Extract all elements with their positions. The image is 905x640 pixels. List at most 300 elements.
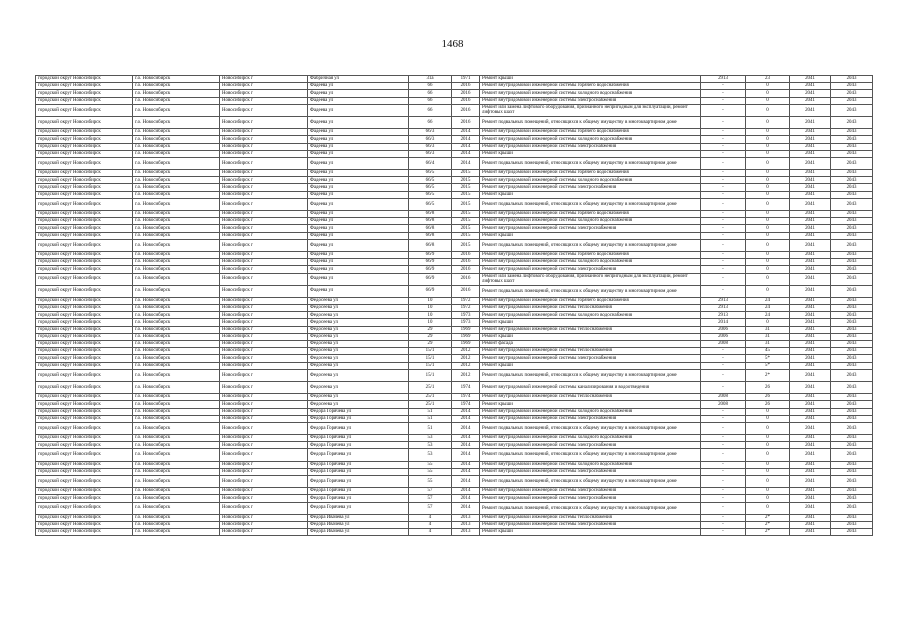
year-cell: 1971 xyxy=(452,76,480,83)
work-type-cell: Ремонт внутридомовой инженерной системы холодного водоснабжения xyxy=(480,259,701,266)
house-number-cell: 29 xyxy=(409,326,452,333)
plan-start-cell: 2041 xyxy=(790,422,831,434)
settlement-cell: г.о. Новосибирск xyxy=(133,143,220,150)
year-cell: 2014 xyxy=(452,129,480,136)
settlement-cell: г.о. Новосибирск xyxy=(133,362,220,369)
wear-percent-cell: 0 xyxy=(746,97,790,104)
plan-start-cell: 2041 xyxy=(790,273,831,285)
settlement-cell: г.о. Новосибирск xyxy=(133,435,220,442)
plan-start-cell: 2041 xyxy=(790,76,831,83)
municipality-cell: городской округ Новосибирск xyxy=(36,259,133,266)
work-type-cell: Ремонт внутридомовой инженерной системы холодного водоснабжения xyxy=(480,136,701,143)
table-row xyxy=(36,251,873,258)
plan-end-cell: 2043 xyxy=(831,177,873,184)
street-cell: Фадеева ул xyxy=(308,157,409,169)
house-number-cell: 66/9 xyxy=(409,251,452,258)
plan-start-cell: 2041 xyxy=(790,529,831,536)
work-type-cell: Ремонт подвальных помещений, относящихся к общему имуществу в многоквартирном доме xyxy=(480,198,701,210)
wear-percent-cell: 0 xyxy=(746,319,790,326)
plan-start-cell: 2041 xyxy=(790,401,831,408)
house-number-cell: 31а xyxy=(409,76,452,83)
street-cell: Федосеева ул xyxy=(308,381,409,393)
year-cell: 2014 xyxy=(452,157,480,169)
year-cell: 2016 xyxy=(452,266,480,273)
plan-end-cell: 2043 xyxy=(831,468,873,475)
municipality-cell: городской округ Новосибирск xyxy=(36,449,133,461)
last-repair-year-cell: - xyxy=(701,266,746,273)
work-type-cell: Ремонт внутридомовой инженерной системы электроснабжения xyxy=(480,266,701,273)
city-cell: Новосибирск г xyxy=(220,521,308,528)
municipality-cell: городской округ Новосибирск xyxy=(36,297,133,304)
year-cell: 1974 xyxy=(452,401,480,408)
house-number-cell: 66/8 xyxy=(409,225,452,232)
street-cell: Фадеева ул xyxy=(308,129,409,136)
municipality-cell: городской округ Новосибирск xyxy=(36,239,133,251)
table-row xyxy=(36,422,873,434)
work-type-cell: Ремонт крыши xyxy=(480,401,701,408)
plan-end-cell: 2043 xyxy=(831,259,873,266)
plan-end-cell: 2043 xyxy=(831,297,873,304)
municipality-cell: городской округ Новосибирск xyxy=(36,273,133,285)
street-cell: Фадеева ул xyxy=(308,136,409,143)
last-repair-year-cell: - xyxy=(701,191,746,198)
year-cell: 2016 xyxy=(452,90,480,97)
last-repair-year-cell: - xyxy=(701,259,746,266)
plan-end-cell: 2043 xyxy=(831,348,873,355)
plan-start-cell: 2041 xyxy=(790,502,831,514)
last-repair-year-cell: 2006 xyxy=(701,333,746,340)
street-cell: Федора Ивачёва ул xyxy=(308,521,409,528)
city-cell: Новосибирск г xyxy=(220,369,308,381)
year-cell: 2014 xyxy=(452,415,480,422)
municipality-cell: городской округ Новосибирск xyxy=(36,468,133,475)
plan-end-cell: 2043 xyxy=(831,514,873,521)
table-row xyxy=(36,191,873,198)
settlement-cell: г.о. Новосибирск xyxy=(133,285,220,297)
house-number-cell: 66/9 xyxy=(409,285,452,297)
plan-end-cell: 2043 xyxy=(831,285,873,297)
house-number-cell: 66/3 xyxy=(409,136,452,143)
street-cell: Фадеева ул xyxy=(308,177,409,184)
settlement-cell: г.о. Новосибирск xyxy=(133,369,220,381)
last-repair-year-cell: 2014 xyxy=(701,319,746,326)
work-type-cell: Ремонт крыши xyxy=(480,150,701,157)
last-repair-year-cell: 2913 xyxy=(701,305,746,312)
street-cell: Федосеева ул xyxy=(308,297,409,304)
street-cell: Федора Горячева ул xyxy=(308,442,409,449)
house-number-cell: 57 xyxy=(409,502,452,514)
street-cell: Фадеева ул xyxy=(308,266,409,273)
work-type-cell: Ремонт фасада xyxy=(480,341,701,348)
last-repair-year-cell: - xyxy=(701,442,746,449)
settlement-cell: г.о. Новосибирск xyxy=(133,394,220,401)
municipality-cell: городской округ Новосибирск xyxy=(36,104,133,116)
plan-start-cell: 2041 xyxy=(790,177,831,184)
work-type-cell: Ремонт внутридомовой инженерной системы холодного водоснабжения xyxy=(480,218,701,225)
plan-end-cell: 2043 xyxy=(831,143,873,150)
plan-start-cell: 2041 xyxy=(790,218,831,225)
city-cell: Новосибирск г xyxy=(220,422,308,434)
house-number-cell: 15/1 xyxy=(409,369,452,381)
work-type-cell: Ремонт внутридомовой инженерной системы горячего водоснабжения xyxy=(480,129,701,136)
plan-end-cell: 2043 xyxy=(831,362,873,369)
street-cell: Федора Горячева ул xyxy=(308,461,409,468)
last-repair-year-cell: - xyxy=(701,251,746,258)
wear-percent-cell: 0 xyxy=(746,251,790,258)
municipality-cell: городской округ Новосибирск xyxy=(36,333,133,340)
plan-start-cell: 2041 xyxy=(790,297,831,304)
year-cell: 2014 xyxy=(452,461,480,468)
city-cell: Новосибирск г xyxy=(220,143,308,150)
plan-end-cell: 2043 xyxy=(831,394,873,401)
table-row xyxy=(36,355,873,362)
settlement-cell: г.о. Новосибирск xyxy=(133,442,220,449)
street-cell: Фадеева ул xyxy=(308,198,409,210)
year-cell: 2014 xyxy=(452,449,480,461)
year-cell: 2012 xyxy=(452,362,480,369)
table-row xyxy=(36,129,873,136)
plan-end-cell: 2043 xyxy=(831,218,873,225)
work-type-cell: Ремонт крыши xyxy=(480,191,701,198)
street-cell: Федосеева ул xyxy=(308,369,409,381)
municipality-cell: городской округ Новосибирск xyxy=(36,514,133,521)
year-cell: 2014 xyxy=(452,136,480,143)
street-cell: Федосеева ул xyxy=(308,319,409,326)
municipality-cell: городской округ Новосибирск xyxy=(36,90,133,97)
settlement-cell: г.о. Новосибирск xyxy=(133,273,220,285)
street-cell: Фадеева ул xyxy=(308,251,409,258)
street-cell: Федора Горячева ул xyxy=(308,415,409,422)
settlement-cell: г.о. Новосибирск xyxy=(133,514,220,521)
city-cell: Новосибирск г xyxy=(220,191,308,198)
city-cell: Новосибирск г xyxy=(220,495,308,502)
wear-percent-cell: 0 xyxy=(746,273,790,285)
plan-start-cell: 2041 xyxy=(790,468,831,475)
plan-end-cell: 2043 xyxy=(831,442,873,449)
work-type-cell: Ремонт крыши xyxy=(480,333,701,340)
street-cell: Фадеева ул xyxy=(308,90,409,97)
year-cell: 2012 xyxy=(452,348,480,355)
house-number-cell: 10 xyxy=(409,305,452,312)
last-repair-year-cell: - xyxy=(701,435,746,442)
plan-end-cell: 2043 xyxy=(831,273,873,285)
municipality-cell: городской округ Новосибирск xyxy=(36,170,133,177)
plan-start-cell: 2041 xyxy=(790,341,831,348)
settlement-cell: г.о. Новосибирск xyxy=(133,381,220,393)
work-type-cell: Ремонт подвальных помещений, относящихся к общему имуществу в многоквартирном доме xyxy=(480,116,701,128)
year-cell: 2015 xyxy=(452,232,480,239)
street-cell: Федора Ивачёва ул xyxy=(308,514,409,521)
wear-percent-cell: 45 xyxy=(746,348,790,355)
plan-start-cell: 2041 xyxy=(790,369,831,381)
table-row xyxy=(36,211,873,218)
wear-percent-cell: 0 xyxy=(746,488,790,495)
plan-end-cell: 2043 xyxy=(831,305,873,312)
settlement-cell: г.о. Новосибирск xyxy=(133,97,220,104)
plan-end-cell: 2043 xyxy=(831,369,873,381)
plan-end-cell: 2043 xyxy=(831,529,873,536)
house-number-cell: 4 xyxy=(409,529,452,536)
last-repair-year-cell: 2006 xyxy=(701,326,746,333)
city-cell: Новосибирск г xyxy=(220,381,308,393)
municipality-cell: городской округ Новосибирск xyxy=(36,191,133,198)
year-cell: 1969 xyxy=(452,333,480,340)
street-cell: Федора Горячева ул xyxy=(308,488,409,495)
year-cell: 2014 xyxy=(452,488,480,495)
city-cell: Новосибирск г xyxy=(220,401,308,408)
last-repair-year-cell: 2008 xyxy=(701,401,746,408)
wear-percent-cell: 0 xyxy=(746,461,790,468)
wear-percent-cell: 0 xyxy=(746,449,790,461)
last-repair-year-cell: 2913 xyxy=(701,297,746,304)
work-type-cell: Ремонт внутридомовой инженерной системы электроснабжения xyxy=(480,355,701,362)
wear-percent-cell: 0 xyxy=(746,170,790,177)
house-number-cell: 66 xyxy=(409,83,452,90)
house-number-cell: 66/4 xyxy=(409,157,452,169)
house-number-cell: 66/9 xyxy=(409,273,452,285)
table-row xyxy=(36,305,873,312)
street-cell: Фадеева ул xyxy=(308,104,409,116)
street-cell: Федосеева ул xyxy=(308,312,409,319)
settlement-cell: г.о. Новосибирск xyxy=(133,422,220,434)
plan-start-cell: 2041 xyxy=(790,319,831,326)
settlement-cell: г.о. Новосибирск xyxy=(133,468,220,475)
table-row xyxy=(36,297,873,304)
work-type-cell: Ремонт подвальных помещений, относящихся к общему имуществу в многоквартирном доме xyxy=(480,285,701,297)
plan-end-cell: 2043 xyxy=(831,488,873,495)
city-cell: Новосибирск г xyxy=(220,211,308,218)
house-number-cell: 66/8 xyxy=(409,218,452,225)
year-cell: 2014 xyxy=(452,143,480,150)
plan-end-cell: 2043 xyxy=(831,326,873,333)
wear-percent-cell: 2* xyxy=(746,514,790,521)
settlement-cell: г.о. Новосибирск xyxy=(133,218,220,225)
city-cell: Новосибирск г xyxy=(220,461,308,468)
plan-start-cell: 2041 xyxy=(790,408,831,415)
plan-end-cell: 2043 xyxy=(831,476,873,488)
settlement-cell: г.о. Новосибирск xyxy=(133,191,220,198)
year-cell: 1973 xyxy=(452,319,480,326)
work-type-cell: Ремонт подвальных помещений, относящихся к общему имуществу в многоквартирном доме xyxy=(480,369,701,381)
street-cell: Федора Горячева ул xyxy=(308,495,409,502)
wear-percent-cell: 0 xyxy=(746,285,790,297)
year-cell: 2016 xyxy=(452,259,480,266)
municipality-cell: городской округ Новосибирск xyxy=(36,348,133,355)
last-repair-year-cell: - xyxy=(701,104,746,116)
municipality-cell: городской округ Новосибирск xyxy=(36,369,133,381)
house-number-cell: 10 xyxy=(409,297,452,304)
wear-percent-cell: 0 xyxy=(746,422,790,434)
house-number-cell: 66/9 xyxy=(409,259,452,266)
table-row xyxy=(36,312,873,319)
street-cell: Фадеева ул xyxy=(308,232,409,239)
table-row xyxy=(36,157,873,169)
municipality-cell: городской округ Новосибирск xyxy=(36,266,133,273)
last-repair-year-cell: - xyxy=(701,157,746,169)
settlement-cell: г.о. Новосибирск xyxy=(133,259,220,266)
plan-start-cell: 2041 xyxy=(790,266,831,273)
plan-end-cell: 2043 xyxy=(831,401,873,408)
plan-end-cell: 2043 xyxy=(831,381,873,393)
last-repair-year-cell: - xyxy=(701,184,746,191)
house-number-cell: 25/1 xyxy=(409,394,452,401)
street-cell: Фадеева ул xyxy=(308,83,409,90)
table-row xyxy=(36,184,873,191)
house-number-cell: 66/5 xyxy=(409,177,452,184)
capital-repair-table xyxy=(35,75,873,536)
street-cell: Фадеева ул xyxy=(308,273,409,285)
plan-end-cell: 2043 xyxy=(831,136,873,143)
wear-percent-cell: 24 xyxy=(746,312,790,319)
wear-percent-cell: 2* xyxy=(746,521,790,528)
table-row xyxy=(36,225,873,232)
street-cell: Федосеева ул xyxy=(308,362,409,369)
work-type-cell: Ремонт крыши xyxy=(480,76,701,83)
municipality-cell: городской округ Новосибирск xyxy=(36,251,133,258)
plan-end-cell: 2043 xyxy=(831,157,873,169)
wear-percent-cell: 0 xyxy=(746,191,790,198)
street-cell: Фадеева ул xyxy=(308,150,409,157)
last-repair-year-cell: - xyxy=(701,273,746,285)
municipality-cell: городской округ Новосибирск xyxy=(36,394,133,401)
plan-start-cell: 2041 xyxy=(790,521,831,528)
table-row xyxy=(36,521,873,528)
house-number-cell: 66/5 xyxy=(409,170,452,177)
wear-percent-cell: 0 xyxy=(746,218,790,225)
work-type-cell: Ремонт крыши xyxy=(480,362,701,369)
wear-percent-cell: 24 xyxy=(746,305,790,312)
settlement-cell: г.о. Новосибирск xyxy=(133,319,220,326)
wear-percent-cell: 0 xyxy=(746,157,790,169)
table-row xyxy=(36,266,873,273)
table-row xyxy=(36,341,873,348)
last-repair-year-cell: - xyxy=(701,198,746,210)
street-cell: Федора Ивачёва ул xyxy=(308,529,409,536)
street-cell: Фадеева ул xyxy=(308,211,409,218)
plan-end-cell: 2043 xyxy=(831,239,873,251)
house-number-cell: 66/3 xyxy=(409,129,452,136)
plan-start-cell: 2041 xyxy=(790,198,831,210)
table-row xyxy=(36,239,873,251)
work-type-cell: Ремонт внутридомовой инженерной системы холодного водоснабжения xyxy=(480,90,701,97)
municipality-cell: городской округ Новосибирск xyxy=(36,198,133,210)
work-type-cell: Ремонт внутридомовой инженерной системы горячего водоснабжения xyxy=(480,170,701,177)
city-cell: Новосибирск г xyxy=(220,408,308,415)
municipality-cell: городской округ Новосибирск xyxy=(36,143,133,150)
work-type-cell: Ремонт внутридомовой инженерной системы горячего водоснабжения xyxy=(480,251,701,258)
municipality-cell: городской округ Новосибирск xyxy=(36,150,133,157)
city-cell: Новосибирск г xyxy=(220,218,308,225)
wear-percent-cell: 0 xyxy=(746,468,790,475)
settlement-cell: г.о. Новосибирск xyxy=(133,312,220,319)
work-type-cell: Ремонт внутридомовой инженерной системы электроснабжения xyxy=(480,495,701,502)
year-cell: 2015 xyxy=(452,170,480,177)
street-cell: Фадеева ул xyxy=(308,184,409,191)
plan-end-cell: 2043 xyxy=(831,449,873,461)
house-number-cell: 53 xyxy=(409,449,452,461)
house-number-cell: 51 xyxy=(409,415,452,422)
table-row xyxy=(36,401,873,408)
settlement-cell: г.о. Новосибирск xyxy=(133,408,220,415)
year-cell: 2016 xyxy=(452,273,480,285)
work-type-cell: Ремонт подвальных помещений, относящихся к общему имуществу в многоквартирном доме xyxy=(480,157,701,169)
last-repair-year-cell: - xyxy=(701,136,746,143)
table-row xyxy=(36,442,873,449)
work-type-cell: Ремонт крыши xyxy=(480,232,701,239)
plan-end-cell: 2043 xyxy=(831,266,873,273)
city-cell: Новосибирск г xyxy=(220,319,308,326)
table-row xyxy=(36,461,873,468)
street-cell: Федосеева ул xyxy=(308,333,409,340)
work-type-cell: Ремонт внутридомовой инженерной системы электроснабжения xyxy=(480,468,701,475)
city-cell: Новосибирск г xyxy=(220,348,308,355)
plan-start-cell: 2041 xyxy=(790,435,831,442)
table-row xyxy=(36,259,873,266)
year-cell: 2015 xyxy=(452,239,480,251)
plan-start-cell: 2041 xyxy=(790,514,831,521)
street-cell: Федора Горячева ул xyxy=(308,476,409,488)
city-cell: Новосибирск г xyxy=(220,97,308,104)
last-repair-year-cell: - xyxy=(701,232,746,239)
work-type-cell: Ремонт внутридомовой инженерной системы холодного водоснабжения xyxy=(480,435,701,442)
work-type-cell: Ремонт подвальных помещений, относящихся к общему имуществу в многоквартирном доме xyxy=(480,476,701,488)
table-row xyxy=(36,273,873,285)
municipality-cell: городской округ Новосибирск xyxy=(36,129,133,136)
page-number: 1468 xyxy=(441,38,464,50)
year-cell: 2016 xyxy=(452,116,480,128)
plan-start-cell: 2041 xyxy=(790,476,831,488)
wear-percent-cell: 0 xyxy=(746,116,790,128)
year-cell: 1974 xyxy=(452,394,480,401)
city-cell: Новосибирск г xyxy=(220,150,308,157)
year-cell: 2014 xyxy=(452,422,480,434)
wear-percent-cell: 0 xyxy=(746,136,790,143)
settlement-cell: г.о. Новосибирск xyxy=(133,104,220,116)
plan-end-cell: 2043 xyxy=(831,341,873,348)
municipality-cell: городской округ Новосибирск xyxy=(36,435,133,442)
municipality-cell: городской округ Новосибирск xyxy=(36,362,133,369)
settlement-cell: г.о. Новосибирск xyxy=(133,415,220,422)
municipality-cell: городской округ Новосибирск xyxy=(36,177,133,184)
municipality-cell: городской округ Новосибирск xyxy=(36,157,133,169)
municipality-cell: городской округ Новосибирск xyxy=(36,355,133,362)
municipality-cell: городской округ Новосибирск xyxy=(36,401,133,408)
municipality-cell: городской округ Новосибирск xyxy=(36,285,133,297)
house-number-cell: 66/8 xyxy=(409,239,452,251)
table-row xyxy=(36,319,873,326)
plan-start-cell: 2041 xyxy=(790,239,831,251)
wear-percent-cell: 5* xyxy=(746,355,790,362)
street-cell: Фадеева ул xyxy=(308,97,409,104)
work-type-cell: Ремонт внутридомовой инженерной системы теплоснабжения xyxy=(480,514,701,521)
settlement-cell: г.о. Новосибирск xyxy=(133,129,220,136)
municipality-cell: городской округ Новосибирск xyxy=(36,415,133,422)
table-row xyxy=(36,502,873,514)
municipality-cell: городской округ Новосибирск xyxy=(36,211,133,218)
city-cell: Новосибирск г xyxy=(220,129,308,136)
city-cell: Новосибирск г xyxy=(220,333,308,340)
city-cell: Новосибирск г xyxy=(220,285,308,297)
year-cell: 2015 xyxy=(452,177,480,184)
plan-end-cell: 2043 xyxy=(831,422,873,434)
year-cell: 1969 xyxy=(452,326,480,333)
year-cell: 1973 xyxy=(452,312,480,319)
work-type-cell: Ремонт внутридомовой инженерной системы электроснабжения xyxy=(480,225,701,232)
plan-end-cell: 2043 xyxy=(831,319,873,326)
municipality-cell: городской округ Новосибирск xyxy=(36,442,133,449)
year-cell: 2014 xyxy=(452,408,480,415)
settlement-cell: г.о. Новосибирск xyxy=(133,239,220,251)
